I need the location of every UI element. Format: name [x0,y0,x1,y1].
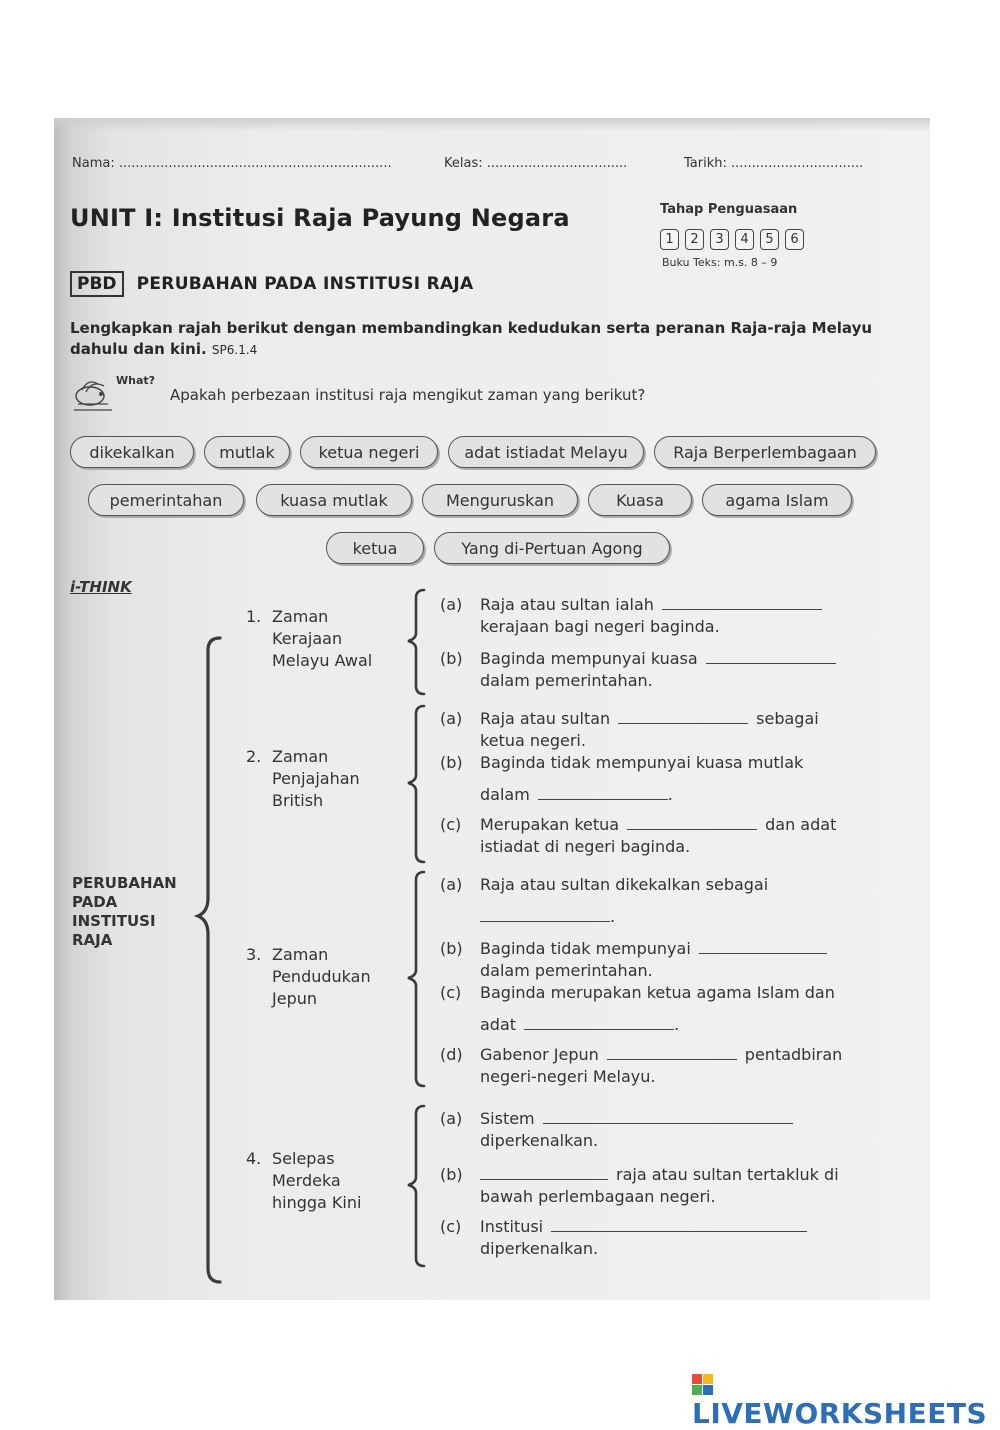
instruction [70,318,890,361]
era-name-line [246,746,360,768]
item-label: (d) [440,1045,463,1064]
era-bracket [404,870,426,1090]
item-label: (b) [440,649,463,668]
era-name-line [246,628,372,650]
liveworksheets-logo-icon [692,1374,714,1396]
era-number: 3. [246,945,262,964]
item-text: pentadbiran [744,1045,843,1064]
era-name-line [246,1192,361,1214]
item-line [480,874,870,896]
item-text: dalam pemerintahan. [480,961,653,980]
answer-blank[interactable] [627,815,757,830]
item-line [480,836,870,858]
item-line [480,648,870,670]
item-text: Baginda tidak mempunyai [480,939,691,958]
fill-item [440,1216,870,1260]
era-name-text: Zaman [272,945,329,964]
item-content [480,1216,870,1260]
kelas-dots[interactable]: .................................. [486,156,628,171]
item-label: (b) [440,1165,463,1184]
answer-blank[interactable] [543,1109,793,1124]
level-box[interactable]: 5 [760,229,779,250]
item-text: dalam pemerintahan. [480,671,653,690]
main-bracket [194,636,224,1286]
item-line [480,1044,870,1066]
answer-blank[interactable] [699,939,827,954]
era-name-line [246,650,372,672]
main-label-line: RAJA [72,931,113,949]
era-name [246,606,372,672]
answer-blank[interactable] [662,595,822,610]
item-content [480,1044,870,1088]
tarikh-label: Tarikh: [684,156,727,171]
word-chip[interactable]: pemerintahan [88,484,244,516]
era-name-text: Jepun [272,989,317,1008]
item-line [480,752,870,774]
item-text: Baginda merupakan ketua agama Islam dan [480,983,835,1002]
word-chip[interactable]: ketua negeri [300,436,438,468]
item-label: (c) [440,815,462,834]
nama-field [72,156,392,171]
level-box[interactable]: 1 [660,229,679,250]
era-name-line [246,1170,361,1192]
era-name [246,746,360,812]
item-text: negeri-negeri Melayu. [480,1067,656,1086]
pbd-badge: PBD [70,271,124,297]
item-text: Gabenor Jepun [480,1045,599,1064]
era-name-text: Zaman [272,607,329,626]
tahap-label: Tahap Penguasaan [660,202,798,217]
era-name-text: Melayu Awal [272,651,373,670]
item-text: ketua negeri. [480,731,586,750]
item-label: (a) [440,709,463,728]
item-text: Baginda mempunyai kuasa [480,649,698,668]
liveworksheets-logo [692,1374,1000,1430]
item-text: bawah perlembagaan negeri. [480,1187,716,1206]
fill-item [440,1044,870,1088]
word-chip[interactable]: agama Islam [702,484,852,516]
ithink-label: i-THINK [70,578,132,596]
item-line [480,1164,870,1186]
item-line [480,960,870,982]
answer-blank[interactable] [607,1045,737,1060]
item-text: . [667,785,673,804]
kelas-field [444,156,627,171]
level-box[interactable]: 2 [685,229,704,250]
answer-blank[interactable] [706,649,836,664]
item-label: (b) [440,939,463,958]
item-text: kerajaan bagi negeri baginda. [480,617,720,636]
question-text: Apakah perbezaan institusi raja mengikut zaman yang berikut? [170,386,646,404]
era-bracket [404,704,426,866]
item-text: diperkenalkan. [480,1239,599,1258]
item-line [480,1108,870,1130]
main-label-line: INSTITUSI [72,912,156,930]
item-text: Baginda tidak mempunyai kuasa mutlak [480,753,804,772]
fill-item [440,1164,870,1208]
item-line [480,906,870,928]
nama-dots[interactable]: .................................................................. [118,156,392,171]
item-text: dan adat [765,815,837,834]
era-name-text: Penjajahan [272,769,360,788]
item-text: sebagai [756,709,819,728]
what-label: What? [116,374,156,387]
tarikh-dots[interactable]: ................................ [731,156,864,171]
era-name-line [246,966,371,988]
level-box[interactable]: 6 [785,229,804,250]
item-line [480,1066,870,1088]
era-name [246,944,371,1010]
item-text: Sistem [480,1109,535,1128]
brand-text: LIVEWORKSHEETS [692,1397,988,1430]
instruction-code: SP6.1.4 [211,343,258,357]
answer-blank[interactable] [618,709,748,724]
item-content [480,708,870,752]
era-name-text: British [272,791,324,810]
item-text: . [610,907,616,926]
era-name-line [246,988,371,1010]
item-text: raja atau sultan tertakluk di [616,1165,839,1184]
item-text: Merupakan ketua [480,815,620,834]
section-header [70,274,474,294]
bee-icon [68,370,118,414]
era-number: 1. [246,607,262,626]
era-name-text: Merdeka [272,1171,341,1190]
item-text: Institusi [480,1217,544,1236]
item-text: Raja atau sultan dikekalkan sebagai [480,875,769,894]
era-name-text: hingga Kini [272,1193,362,1212]
era-name-line [246,606,372,628]
answer-blank[interactable] [551,1217,807,1232]
word-chip[interactable]: Yang di-Pertuan Agong [434,532,670,564]
word-chip[interactable]: kuasa mutlak [256,484,412,516]
item-line [480,1238,870,1260]
fill-item [440,648,870,692]
fill-item [440,1108,870,1152]
item-line [480,670,870,692]
item-text: Raja atau sultan ialah [480,595,654,614]
era-name-line [246,790,360,812]
fill-item [440,814,870,858]
answer-blank[interactable] [538,785,668,800]
level-box[interactable]: 3 [710,229,729,250]
answer-blank[interactable] [524,1015,674,1030]
answer-blank[interactable] [480,1165,608,1180]
item-line [480,982,870,1004]
level-box[interactable]: 4 [735,229,754,250]
item-content [480,1108,870,1152]
item-content [480,752,870,806]
section-title: PERUBAHAN PADA INSTITUSI RAJA [136,274,474,294]
item-line [480,1014,870,1036]
item-text: . [674,1015,680,1034]
buku-teks: Buku Teks: m.s. 8 – 9 [662,256,778,269]
item-label: (a) [440,875,463,894]
era-name-text: Pendudukan [272,967,371,986]
item-content [480,594,870,638]
item-line [480,730,870,752]
fill-item [440,874,870,928]
main-label-line: PADA [72,893,118,911]
item-label: (c) [440,983,462,1002]
era-number: 2. [246,747,262,766]
item-content [480,874,870,928]
main-label-line: PERUBAHAN [72,874,177,892]
era-name-text: Zaman [272,747,329,766]
era-name [246,1148,361,1214]
era-name-line [246,768,360,790]
item-label: (c) [440,1217,462,1236]
era-bracket [404,588,426,698]
item-line [480,938,870,960]
era-name-line [246,1148,361,1170]
kelas-label: Kelas: [444,156,483,171]
fill-item [440,982,870,1036]
item-line [480,1130,870,1152]
item-line [480,814,870,836]
item-content [480,648,870,692]
item-content [480,982,870,1036]
item-content [480,814,870,858]
item-line [480,784,870,806]
fill-item [440,708,870,752]
item-text: dalam [480,785,530,804]
instruction-text: Lengkapkan rajah berikut dengan membandingkan kedudukan serta peranan Raja-raja Melayu dahulu dan kini. [70,319,873,358]
word-chip[interactable]: Kuasa [588,484,692,516]
item-line [480,616,870,638]
level-boxes [660,228,810,250]
item-text: adat [480,1015,517,1034]
fill-item [440,594,870,638]
word-chip[interactable]: mutlak [204,436,290,468]
main-label [72,874,177,950]
answer-blank[interactable] [480,907,610,922]
item-content [480,938,870,982]
fill-item [440,752,870,806]
item-label: (a) [440,1109,463,1128]
item-label: (a) [440,595,463,614]
era-name-text: Kerajaan [272,629,343,648]
item-line [480,594,870,616]
era-bracket [404,1104,426,1270]
era-name-line [246,944,371,966]
item-content [480,1164,870,1208]
era-name-text: Selepas [272,1149,335,1168]
word-chip[interactable]: adat istiadat Melayu [448,436,644,468]
item-line [480,708,870,730]
item-text: Raja atau sultan [480,709,611,728]
word-chip[interactable]: Raja Berperlembagaan [654,436,876,468]
nama-label: Nama: [72,156,115,171]
item-line [480,1186,870,1208]
tarikh-field [684,156,863,171]
item-text: diperkenalkan. [480,1131,599,1150]
worksheet-page [54,118,930,1300]
item-text: istiadat di negeri baginda. [480,837,691,856]
word-chip[interactable]: Menguruskan [422,484,578,516]
word-chip[interactable]: dikekalkan [70,436,194,468]
item-label: (b) [440,753,463,772]
era-number: 4. [246,1149,262,1168]
fill-item [440,938,870,982]
item-line [480,1216,870,1238]
word-chip[interactable]: ketua [326,532,424,564]
unit-title: UNIT I: Institusi Raja Payung Negara [70,204,570,232]
